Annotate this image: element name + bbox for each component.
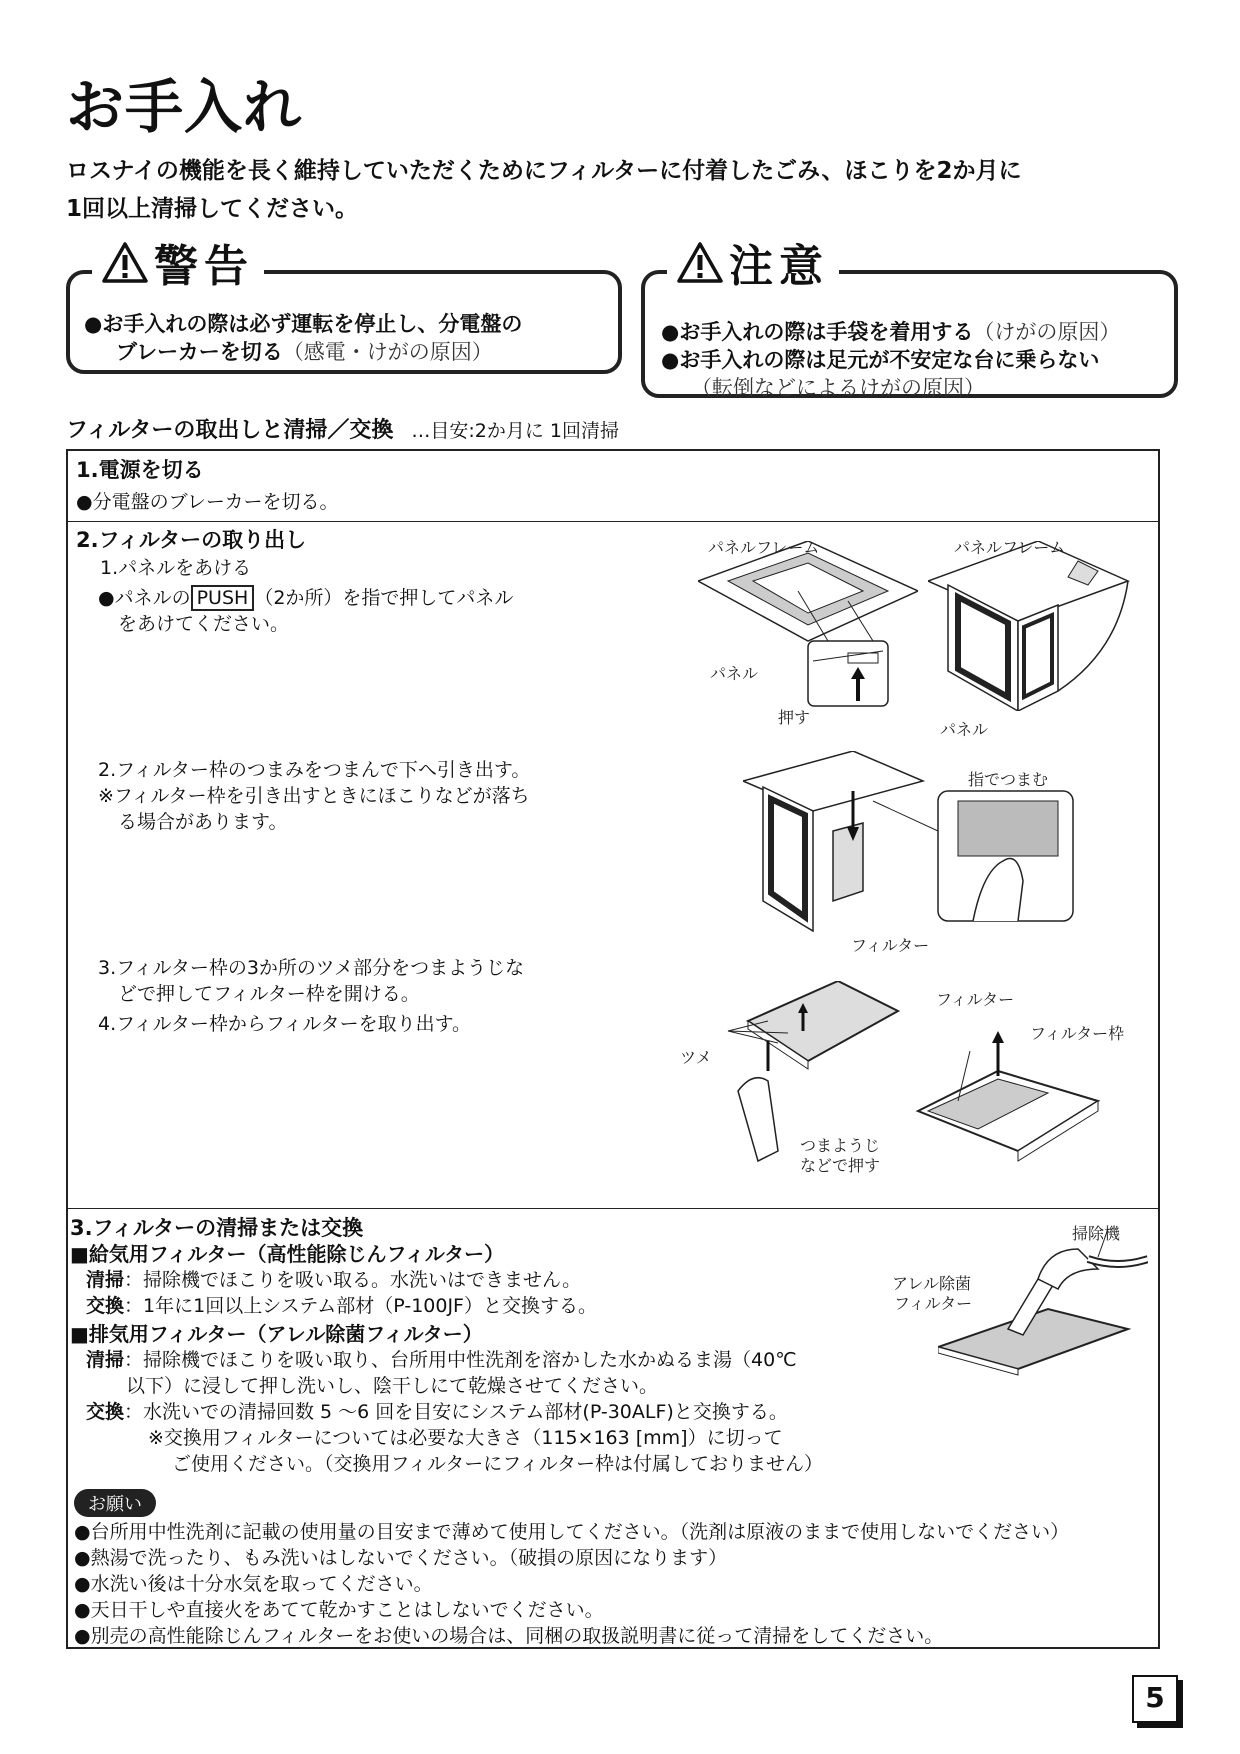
label-tsume: ツメ: [680, 1048, 712, 1067]
push-label: PUSH: [191, 585, 255, 611]
label-allergy-filter-1: アレル除菌: [892, 1274, 971, 1293]
page-number: 5: [1132, 1675, 1178, 1723]
filter-frame-open-illustration: [708, 981, 1128, 1181]
step3-heading: 3.フィルターの清掃または交換: [70, 1216, 364, 1240]
warning-line-2-note: （感電・けがの原因）: [282, 340, 493, 364]
exhaust-clean-text-a: ：掃除機でほこりを吸い取り、台所用中性洗剤を溶かした水かぬるま湯（40℃: [124, 1349, 797, 1371]
step2-heading: 2.フィルターの取り出し: [76, 528, 307, 552]
label-panel-frame-2: パネルフレーム: [954, 538, 1066, 557]
label-filter-1: フィルター: [851, 936, 930, 955]
intro-text: [66, 152, 1176, 228]
exhaust-heading: ■排気用フィルター（アレル除菌フィルター）: [70, 1322, 483, 1346]
label-panel-frame-1: パネルフレーム: [708, 538, 820, 557]
warning-body: [84, 310, 522, 366]
step1-text: ●分電盤のブレーカーを切る。: [76, 491, 339, 513]
warning-line-1: ●お手入れの際は必ず運転を停止し、分電盤の: [84, 312, 523, 336]
step2-sub1-c: をあけてください。: [118, 613, 290, 635]
step2-sub1-b: （2か所）を指で押してパネル: [254, 587, 514, 609]
caution-body: [661, 318, 1120, 402]
label-filter-2: フィルター: [936, 990, 1015, 1009]
step2-sub3-a: 3.フィルター枠の3か所のツメ部分をつまようじな: [98, 957, 525, 979]
supply-replace: [86, 1293, 597, 1320]
request-badge-label: お願い: [74, 1489, 156, 1517]
request-item-4: ●天日干しや直接火をあてて乾かすことはしないでください。: [74, 1599, 604, 1621]
caution-line-1: [661, 318, 1120, 346]
panel-flat-illustration: [698, 541, 918, 711]
procedure-table: [66, 449, 1160, 1649]
label-allergy-filter-2: フィルター: [894, 1294, 973, 1313]
intro-line-1: ロスナイの機能を長く維持していただくためにフィルターに付着したごみ、ほこりを2か月に: [66, 158, 1022, 184]
divider-2: [68, 1208, 1158, 1209]
exhaust-clean: [86, 1347, 797, 1374]
label-vacuum: 掃除機: [1072, 1224, 1121, 1243]
warning-box: [66, 241, 622, 374]
exhaust-clean-text-b: 以下）に浸して押し洗いし、陰干しにて乾燥させてください。: [126, 1375, 659, 1397]
step2-sub2-a: 2.フィルター枠のつまみをつまんで下へ引き出す。: [98, 759, 531, 781]
step2-sub3-b: どで押してフィルター枠を開ける。: [118, 983, 420, 1005]
label-panel-1: パネル: [710, 664, 759, 683]
exhaust-replace: [86, 1399, 788, 1426]
caution-line-1-bold: ●お手入れの際は手袋を着用する: [661, 320, 974, 344]
section-title: [66, 413, 619, 444]
supply-clean: [86, 1267, 581, 1294]
step2-sub2-c: る場合があります。: [118, 811, 288, 833]
step2-sub1-line: [98, 585, 513, 612]
label-panel-2: パネル: [940, 720, 989, 739]
exhaust-note-a: ※交換用フィルターについては必要な大きさ（115×163 [mm]）に切って: [148, 1427, 783, 1449]
exhaust-replace-text: ：水洗いでの清掃回数 5 ～6 回を目安にシステム部材(P-30ALF)と交換する。: [124, 1401, 788, 1423]
intro-line-2: 1回以上清掃してください。: [66, 196, 359, 222]
step2-sub2-b: ※フィルター枠を引き出すときにほこりなどが落ち: [98, 785, 530, 807]
label-toothpick-2: などで押す: [800, 1156, 881, 1175]
caution-heading-text: 注意: [729, 241, 829, 292]
request-item-1: ●台所用中性洗剤に記載の使用量の目安まで薄めて使用してください。（洗剤は原液のままで使用しないでください）: [74, 1521, 1070, 1543]
warning-line-2-bold: ブレーカーを切る: [116, 340, 283, 364]
step1-heading: 1.電源を切る: [76, 458, 204, 482]
filter-pull-illustration: [743, 751, 1123, 941]
step2-sub1: 1.パネルをあける: [100, 557, 252, 579]
caution-line-3: （転倒などによるけがの原因）: [691, 376, 985, 400]
divider-1: [68, 521, 1158, 522]
exhaust-note-b: ご使用ください。（交換用フィルターにフィルター枠は付属しておりません）: [172, 1453, 823, 1475]
caution-triangle-icon: [677, 241, 723, 283]
page-title: お手入れ: [66, 73, 303, 141]
section-subtitle: …目安:2か月に 1回清掃: [411, 420, 619, 442]
caution-line-2: ●お手入れの際は足元が不安定な台に乗らない: [661, 348, 1100, 372]
warning-line-2: [84, 338, 522, 366]
warning-triangle-icon: [102, 241, 148, 283]
label-toothpick-1: つまようじ: [800, 1136, 881, 1155]
label-filter-frame: フィルター枠: [1030, 1024, 1125, 1043]
exhaust-replace-label: 交換: [86, 1401, 125, 1423]
request-item-3: ●水洗い後は十分水気を取ってください。: [74, 1573, 433, 1595]
request-item-5: ●別売の高性能除じんフィルターをお使いの場合は、同梱の取扱説明書に従って清掃をしてください。: [74, 1625, 944, 1647]
label-push-arrow: 押す: [778, 708, 811, 727]
step2-sub1-a: ●パネルの: [98, 587, 191, 609]
caution-box: [641, 241, 1178, 400]
supply-replace-text: ：1年に1回以上システム部材（P-100JF）と交換する。: [124, 1295, 597, 1317]
panel-open-illustration: [928, 541, 1138, 711]
warning-heading: [92, 230, 264, 294]
exhaust-clean-label: 清掃: [86, 1349, 125, 1371]
caution-line-1-note: （けがの原因）: [973, 320, 1121, 344]
supply-clean-label: 清掃: [86, 1269, 125, 1291]
step2-sub4: 4.フィルター枠からフィルターを取り出す。: [98, 1013, 472, 1035]
supply-clean-text: ：掃除機でほこりを吸い取る。水洗いはできません。: [124, 1269, 582, 1291]
warning-heading-text: 警告: [154, 241, 254, 292]
request-item-2: ●熱湯で洗ったり、もみ洗いはしないでください。（破損の原因になります）: [74, 1547, 728, 1569]
caution-heading: [667, 230, 839, 294]
label-pinch: 指でつまむ: [968, 770, 1049, 789]
supply-replace-label: 交換: [86, 1295, 125, 1317]
supply-heading: ■給気用フィルター（高性能除じんフィルター）: [70, 1242, 505, 1266]
request-badge: [74, 1489, 156, 1517]
section-title-text: フィルターの取出しと清掃／交換: [66, 418, 394, 443]
